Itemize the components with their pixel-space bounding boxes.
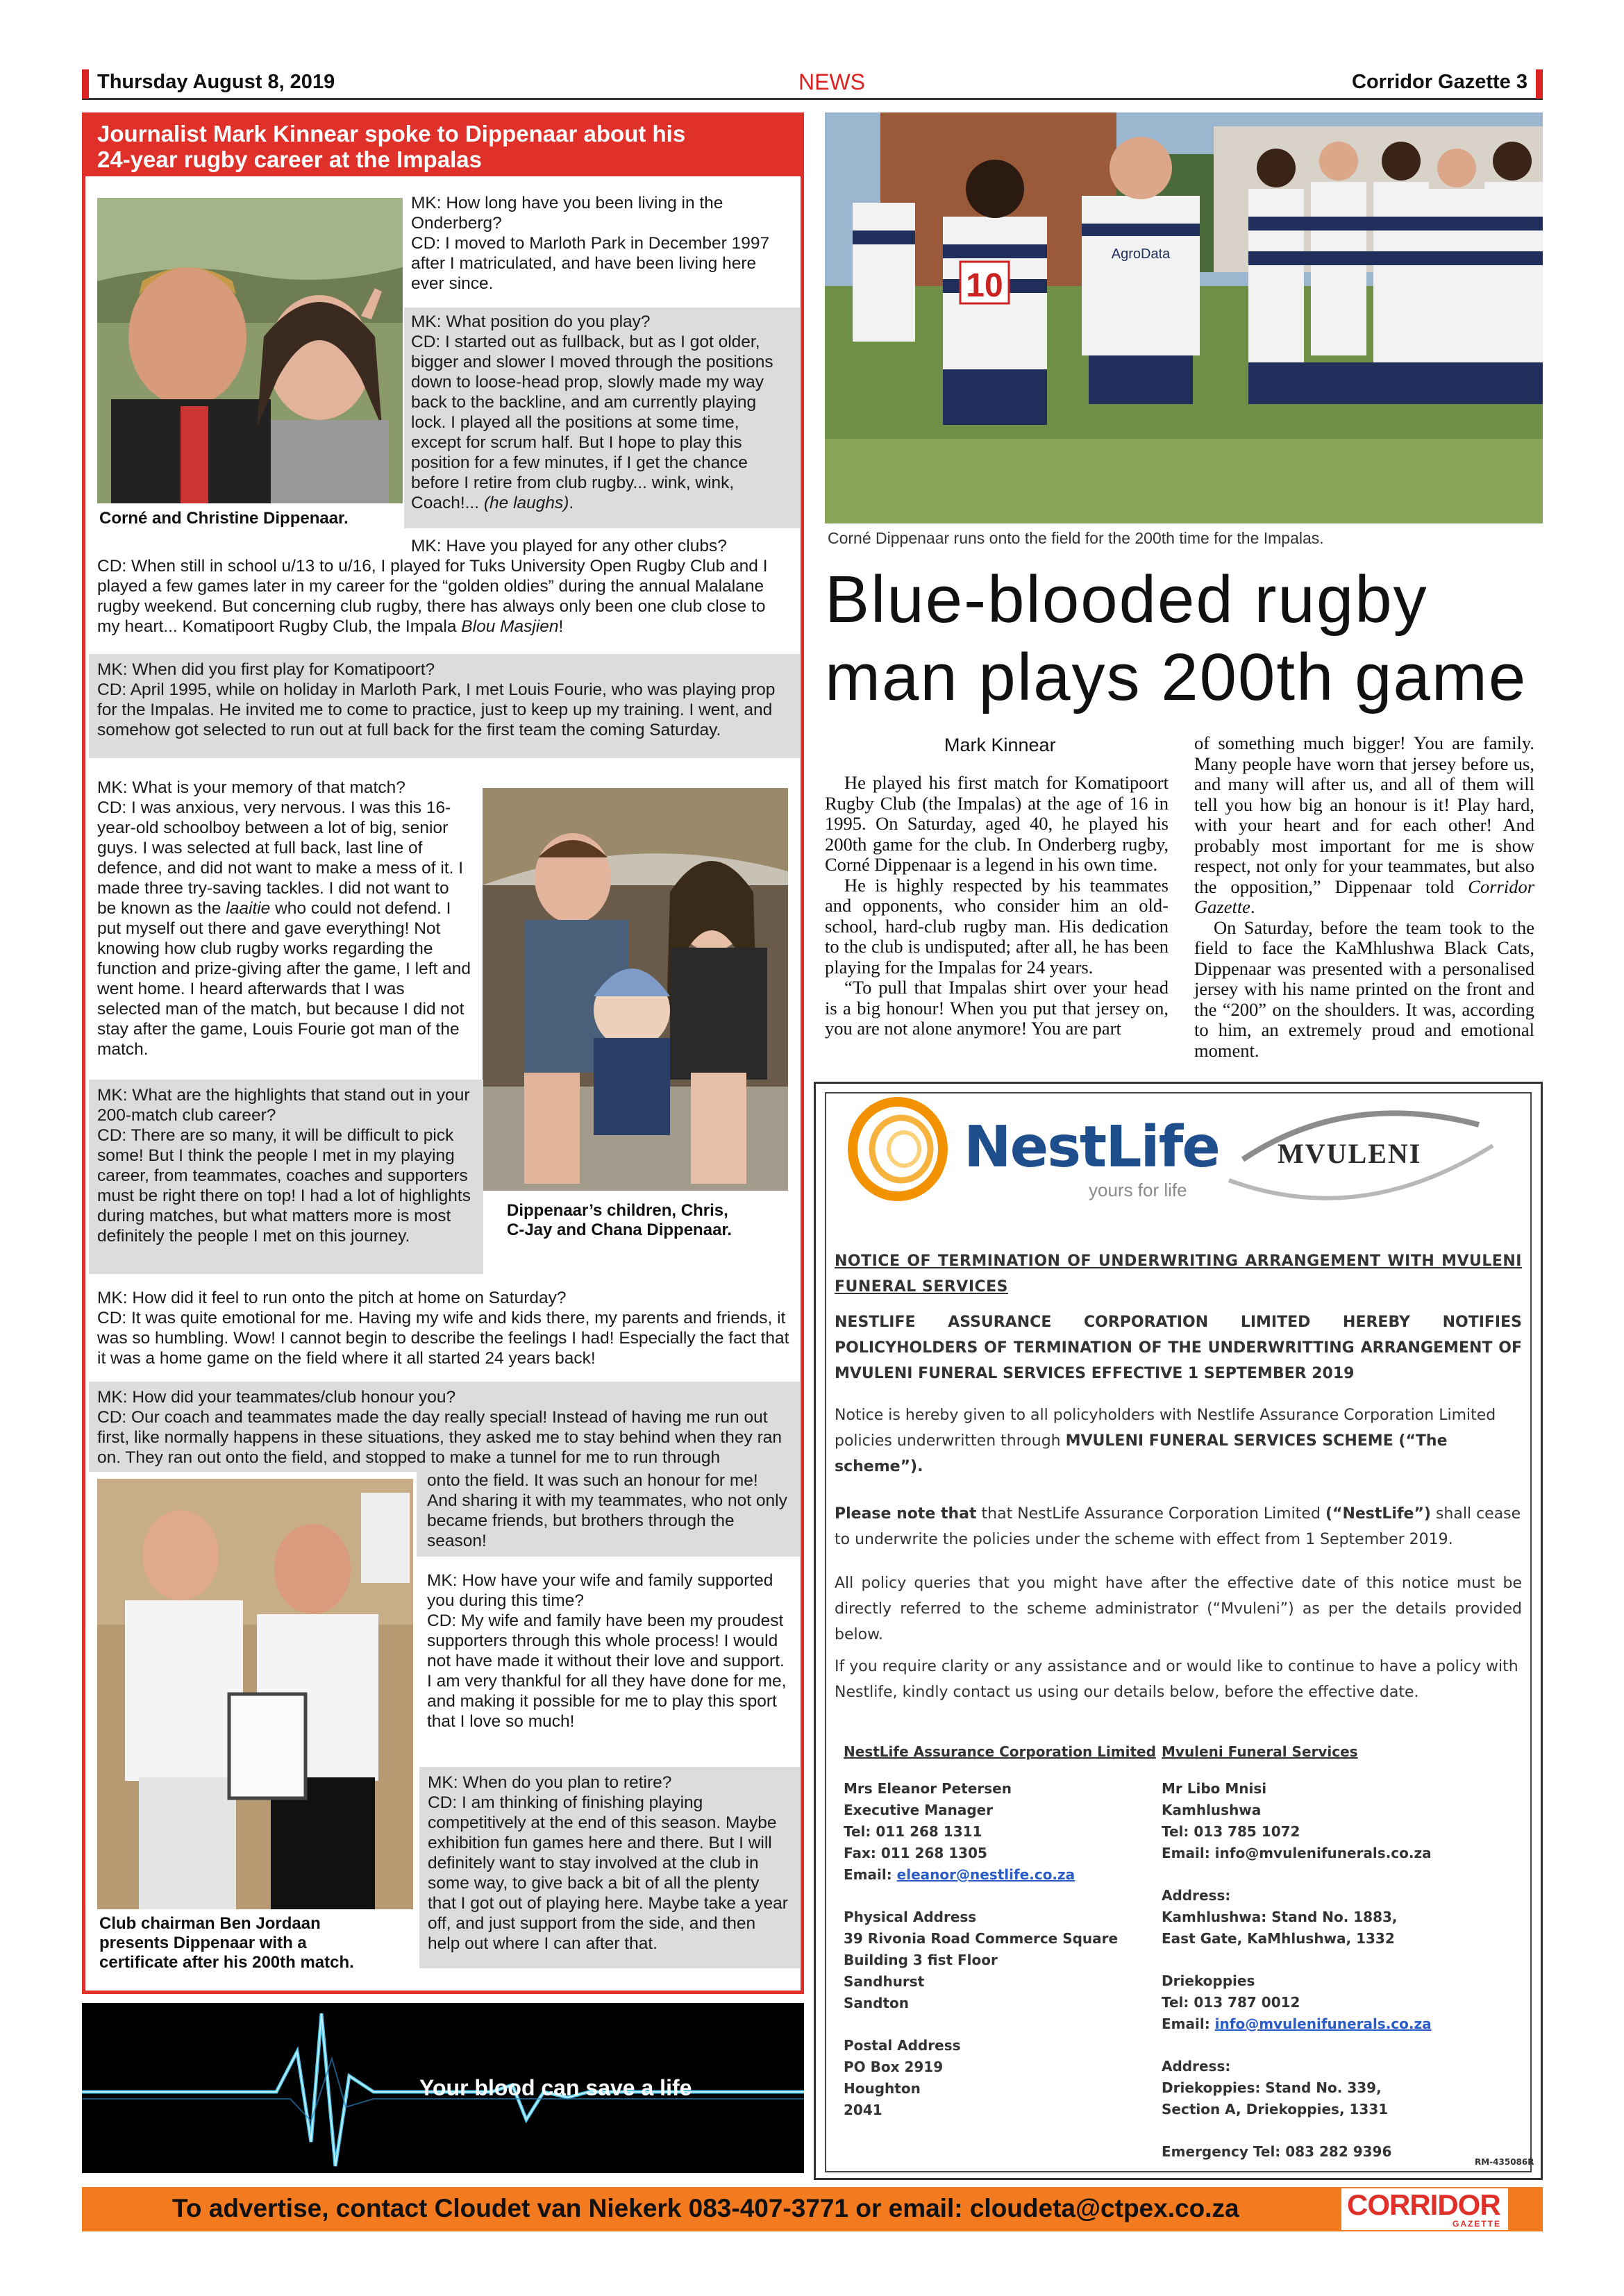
nestlife-contacts <box>844 1741 1163 2121</box>
contact-line: Building 3 fist Floor <box>844 1952 998 1968</box>
headline-line: Blue-blooded rugby <box>825 562 1428 637</box>
mvuleni-contacts <box>1162 1741 1523 2163</box>
page-header <box>82 64 1543 100</box>
contact-line: East Gate, KaMhlushwa, 1332 <box>1162 1930 1395 1947</box>
issue-date: Thursday August 8, 2019 <box>97 71 335 93</box>
qa-block <box>89 654 800 758</box>
article-headline <box>825 561 1547 717</box>
article-paragraph: He is highly respected by his teammates and opponents, who consider him an old-school, hard-club rugby man. His dedication to the club is undisputed; after all, he has been playing for the Impalas for 24 years. <box>825 874 1169 978</box>
contact-line: Tel: 011 268 1311 <box>844 1823 982 1840</box>
qa-block <box>97 1288 792 1368</box>
children-photo-caption <box>507 1201 798 1240</box>
contact-line: Tel: 013 787 0012 <box>1162 1994 1300 2011</box>
notice-paragraph: Please note that that NestLife Assurance Corporation Limited (“NestLife”) shall cease to underwrite the policies under the scheme with effect from 1 September 2019. <box>835 1505 1521 1548</box>
contact-line: Houghton <box>844 2080 921 2097</box>
contact-line: Email: info@mvulenifunerals.co.za <box>1162 2016 1432 2032</box>
answer: CD: My wife and family have been my proudest supporters through this whole process! I would not have made it without their love and support. I am very thankful for all they have done for me, and making it possible for me to play this sport that I love so much! <box>427 1611 787 1731</box>
contact-line: Email: info@mvulenifunerals.co.za <box>1162 1845 1432 1861</box>
corridor-logo-sub: GAZETTE <box>1453 2219 1501 2229</box>
children-photo <box>483 788 788 1191</box>
certificate-photo-caption <box>99 1914 412 1972</box>
question: MK: What position do you play? <box>411 312 651 331</box>
contact-line: Email: eleanor@nestlife.co.za <box>844 1866 1075 1883</box>
corridor-logo <box>1341 2188 1508 2230</box>
contact-line: Kamhlushwa: Stand No. 1883, <box>1162 1909 1398 1925</box>
headline-line: man plays 200th game <box>825 640 1527 714</box>
answer: CD: I was anxious, very nervous. I was this 16-year-old schoolboy between a lot of big, senior guys. I was selected at full back, last line of defence, and did not want to make a mess of it. I made three try-saving tackles. I did not want to be known as the laaitie who could not defend. I put myself out there and gave everything! Not knowing how club rugby works regarding the function and prize-giving after the game, I left and went home. I heard afterwards that I was selected man of the match, but because I did not stay after the game, Louis Fourie got man of the match. <box>97 798 471 1059</box>
answer: CD: Our coach and teammates made the day really special! Instead of having me run out first, like normally happens in these situations, they asked me to stay behind when they ran on. They ran out onto the field, and stopped to make a tunnel for me to run through <box>97 1408 782 1467</box>
contact-line: Postal Address <box>844 2037 961 2054</box>
qa-block <box>411 193 786 294</box>
blood-donation-banner <box>82 2003 804 2173</box>
question: MK: How have your wife and family supported you during this time? <box>427 1571 773 1610</box>
email-link[interactable]: info@mvulenifunerals.co.za <box>1214 2016 1432 2032</box>
contact-line: 2041 <box>844 2102 882 2118</box>
contact-heading: NestLife Assurance Corporation Limited <box>844 1743 1156 1760</box>
answer: CD: I started out as fullback, but as I got older, bigger and slower I moved through the positions down to loose-head prop, slowly made my way back to the backline, and am currently playing lock. I played all the positions at some time, except for scrum half. But I hope to play this position for a few minutes, if I get the chance before I retire from club rugby... wink, wink, Coach!... (he laughs). <box>411 333 773 512</box>
qa-block <box>97 778 472 1059</box>
answer: onto the field. It was such an honour for me! And sharing it with my teammates, who not only became friends, but brothers through the season! <box>427 1471 787 1550</box>
contact-line: Executive Manager <box>844 1802 994 1818</box>
article-paragraph: He played his first match for Komatipoort Rugby Club (the Impalas) at the age of 16 in 1995. On Saturday, aged 40, he played his 200th game for the club. In Onderberg rugby, Corné Dippenaar is a legend in his own time. <box>825 772 1169 875</box>
contact-line: Mr Libo Mnisi <box>1162 1780 1267 1797</box>
contact-line: Mrs Eleanor Petersen <box>844 1780 1012 1797</box>
qa-block <box>89 1080 483 1274</box>
page-number: Corridor Gazette 3 <box>1352 71 1527 93</box>
section-label: NEWS <box>798 69 865 94</box>
notice-paragraph: Notice is hereby given to all policyholders with Nestlife Assurance Corporation Limited policies underwritten through MVULENI FUNERAL SERVICES SCHEME (“The scheme”). <box>835 1407 1496 1475</box>
caption-line: certificate after his 200th match. <box>99 1953 354 1972</box>
notice-title: NOTICE OF TERMINATION OF UNDERWRITING ARRANGEMENT WITH MVULENI FUNERAL SERVICES <box>835 1252 1522 1296</box>
answer: CD: I moved to Marloth Park in December 1997 after I matriculated, and have been living here ever since. <box>411 234 770 293</box>
qa-block <box>97 1387 792 1468</box>
qa-block <box>97 536 792 637</box>
rugby-tunnel-photo <box>825 112 1543 523</box>
contact-line: 39 Rivonia Road Commerce Square <box>844 1930 1119 1947</box>
email-link[interactable]: eleanor@nestlife.co.za <box>896 1866 1075 1883</box>
qa-block <box>427 1570 792 1732</box>
certificate-photo <box>97 1479 413 1909</box>
sponsor-text: AgroData <box>1111 246 1171 262</box>
question: MK: What are the highlights that stand out in your 200-match club career? <box>97 1086 470 1125</box>
article-column-2 <box>1194 733 1534 1061</box>
caption-line: Club chairman Ben Jordaan <box>99 1914 321 1933</box>
contact-line: Sandton <box>844 1995 909 2011</box>
mvuleni-brand: MVULENI <box>1278 1138 1422 1169</box>
header-left-bar <box>82 69 89 99</box>
notice-paragraph: All policy queries that you might have after the effective date of this notice must be directly referred to the scheme administrator (“Mvuleni”) as per the details provided below. <box>835 1575 1522 1643</box>
notice-paragraph: If you require clarity or any assistance and or would like to continue to have a policy with Nestlife, kindly contact us using our details below, before the effective date. <box>835 1658 1518 1701</box>
header-right-bar <box>1536 69 1543 99</box>
question: MK: How did your teammates/club honour you? <box>97 1388 456 1407</box>
interview-heading-line: 24-year rugby career at the Impalas <box>97 146 482 172</box>
advertise-footer-bar <box>82 2187 1543 2231</box>
caption-line: presents Dippenaar with a <box>99 1934 307 1952</box>
interview-heading-line: Journalist Mark Kinnear spoke to Dippenaar about his <box>97 121 686 146</box>
answer: CD: When still in school u/13 to u/16, I played for Tuks University Open Rugby Club and I played a few games later in my career for the “golden oldies” during the annual Malalane rugby weekend. But concerning club rugby, there has always only been one club close to my heart... Komatipoort Rugby Club, the Impala Blou Masjien! <box>97 557 768 636</box>
question: MK: When do you plan to retire? <box>428 1773 672 1792</box>
ad-reference-code: RM-435086R <box>1475 2157 1534 2167</box>
answer: CD: There are so many, it will be difficult to pick some! But I think the people I met in my playing career, from teammates, coaches and supporters must be right there on top! I had a lot of highlights during matches, but what matters more is most definitely the people I met on this journey. <box>97 1126 471 1246</box>
contact-line: Section A, Driekoppies, 1331 <box>1162 2101 1389 2118</box>
article-paragraph: “To pull that Impalas shirt over your head is a big honour! When you put that jersey on, you are not alone anymore! You are part <box>825 977 1169 1039</box>
nestlife-logo <box>846 1093 1219 1218</box>
main-photo-caption: Corné Dippenaar runs onto the field for the 200th time for the Impalas. <box>828 529 1324 547</box>
advertise-contact-text: To advertise, contact Cloudet van Niekerk 083-407-3771 or email: cloudeta@ctpex.co.za <box>172 2194 1239 2222</box>
contact-line: Tel: 013 785 1072 <box>1162 1823 1300 1840</box>
answer: CD: It was quite emotional for me. Having my wife and kids there, my parents and friends, it was so humbling. Wow! I cannot begin to describe the feelings I had! Especially the fact that it was a home game on the field where it all started 24 years back! <box>97 1309 789 1368</box>
qa-block <box>419 1767 800 1968</box>
article-column-1 <box>825 773 1169 1039</box>
contact-line: Address: <box>1162 1887 1231 1904</box>
qa-block-cont <box>427 1470 792 1551</box>
mvuleni-logo <box>1222 1104 1500 1215</box>
contact-line: Sandhurst <box>844 1973 925 1990</box>
question: MK: How long have you been living in the Onderberg? <box>411 194 723 233</box>
contact-line: Driekoppies: Stand No. 339, <box>1162 2079 1382 2096</box>
question: MK: Have you played for any other clubs? <box>411 537 727 555</box>
answer: CD: April 1995, while on holiday in Marloth Park, I met Louis Fourie, who was playing prop for the Impalas. He invited me to come to practice, just to keep up my training. I went, and somehow got selected to run out at full back for the first team the coming Saturday. <box>97 680 776 739</box>
contact-line: Driekoppies <box>1162 1972 1255 1989</box>
contact-line: Physical Address <box>844 1909 977 1925</box>
byline: Mark Kinnear <box>944 735 1056 755</box>
question: MK: What is your memory of that match? <box>97 778 405 797</box>
notice-bold-statement: NESTLIFE ASSURANCE CORPORATION LIMITED HEREBY NOTIFIES POLICYHOLDERS OF TERMINATION OF THE UNDERWRITTING ARRANGEMENT OF MVULENI FUNERAL SERVICES EFFECTIVE 1 SEPTEMBER 2019 <box>835 1314 1522 1382</box>
question: MK: When did you first play for Komatipoort? <box>97 660 435 679</box>
contact-line: PO Box 2919 <box>844 2059 944 2075</box>
answer: CD: I am thinking of finishing playing competitively at the end of this season. Maybe exhibition fun games here and there. But I will definitely want to stay involved at the club in some way, to give back a bit of all the plenty that I got out of playing here. Maybe take a year off, and just support from the side, and then help out where I can after that. <box>428 1793 788 1953</box>
article-paragraph: On Saturday, before the team took to the field to face the KaMhlushwa Black Cats, Dippenaar was presented with a personalised jersey with his name printed on the front and the “200” on the shoulders. It was, according to him, an extremely proud and emotional moment. <box>1194 916 1534 1061</box>
couple-photo <box>97 198 403 503</box>
brand-name: NestLife <box>964 1114 1219 1180</box>
caption-line: C-Jay and Chana Dippenaar. <box>507 1221 733 1239</box>
qa-block <box>404 308 800 528</box>
contact-line: Fax: 011 268 1305 <box>844 1845 987 1861</box>
contact-heading: Mvuleni Funeral Services <box>1162 1743 1358 1760</box>
emergency-tel: Emergency Tel: 083 282 9396 <box>1162 2143 1392 2160</box>
contact-line: Address: <box>1162 2058 1231 2075</box>
question: MK: How did it feel to run onto the pitch at home on Saturday? <box>97 1289 567 1307</box>
corridor-logo-text: CORRIDOR <box>1347 2188 1500 2221</box>
blood-banner-text: Your blood can save a life <box>419 2075 692 2100</box>
caption-line: Dippenaar’s children, Chris, <box>507 1201 728 1220</box>
couple-photo-caption: Corné and Christine Dippenaar. <box>99 509 349 528</box>
interview-heading <box>82 112 804 176</box>
brand-tagline: yours for life <box>1089 1180 1187 1200</box>
jersey-number: 10 <box>966 267 1003 304</box>
contact-line: Kamhlushwa <box>1162 1802 1262 1818</box>
article-paragraph: of something much bigger! You are family. Many people have worn that jersey before us, and many will after us, and all of them will tell you how big an honour is it! Play hard, with your heart and for each other! And probably most important for me is show respect, not only for your teammates, but also the opposition,” Dippenaar told Corridor Gazette. <box>1194 732 1535 917</box>
